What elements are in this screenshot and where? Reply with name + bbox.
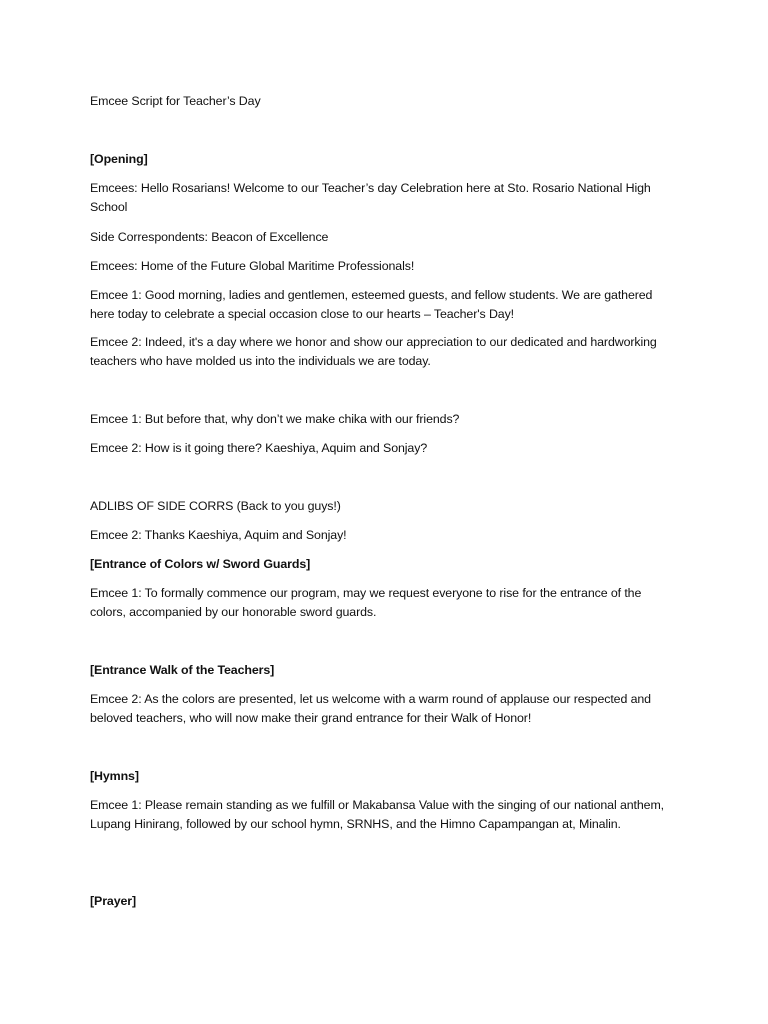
section-heading-hymns: [Hymns] <box>90 769 139 783</box>
script-paragraph: Emcee 1: Please remain standing as we fulfill or Makabansa Value with the singing of our national anthem, Lupang Hinirang, followed by our school hymn, SRNHS, and the Himno Capampangan at, Minalin. <box>90 798 665 831</box>
script-paragraph: Emcee 2: As the colors are presented, let us welcome with a warm round of applause our respected and beloved teachers, who will now make their grand entrance for their Walk of Honor! <box>90 692 651 725</box>
script-paragraph: Emcee 1: But before that, why don’t we make chika with our friends? <box>90 412 460 426</box>
script-paragraph: Emcee 1: Good morning, ladies and gentlemen, esteemed guests, and fellow students. We are gathered here today to celebrate a special occasion close to our hearts – Teacher's Day! <box>90 288 653 321</box>
script-paragraph: ADLIBS OF SIDE CORRS (Back to you guys!) <box>90 499 341 513</box>
script-paragraph: Emcees: Home of the Future Global Maritime Professionals! <box>90 259 415 273</box>
section-heading-prayer: [Prayer] <box>90 894 137 908</box>
script-paragraph: Emcee 2: Indeed, it's a day where we honor and show our appreciation to our dedicated and hardworking teachers who have molded us into the individuals we are today. <box>90 335 657 368</box>
script-paragraph: Side Correspondents: Beacon of Excellence <box>90 230 329 244</box>
script-paragraph: Emcee 1: To formally commence our program, may we request everyone to rise for the entrance of the colors, accompanied by our honorable sword guards. <box>90 586 642 619</box>
script-paragraph: Emcee 2: How is it going there? Kaeshiya, Aquim and Sonjay? <box>90 441 428 455</box>
document-title: Emcee Script for Teacher’s Day <box>90 94 261 108</box>
script-paragraph: Emcee 2: Thanks Kaeshiya, Aquim and Sonjay! <box>90 528 347 542</box>
section-heading-entrance-of-colors: [Entrance of Colors w/ Sword Guards] <box>90 557 311 571</box>
section-heading-entrance-walk: [Entrance Walk of the Teachers] <box>90 663 275 677</box>
section-heading-opening: [Opening] <box>90 152 148 166</box>
script-paragraph: Emcees: Hello Rosarians! Welcome to our Teacher’s day Celebration here at Sto. Rosario National High School <box>90 181 651 214</box>
